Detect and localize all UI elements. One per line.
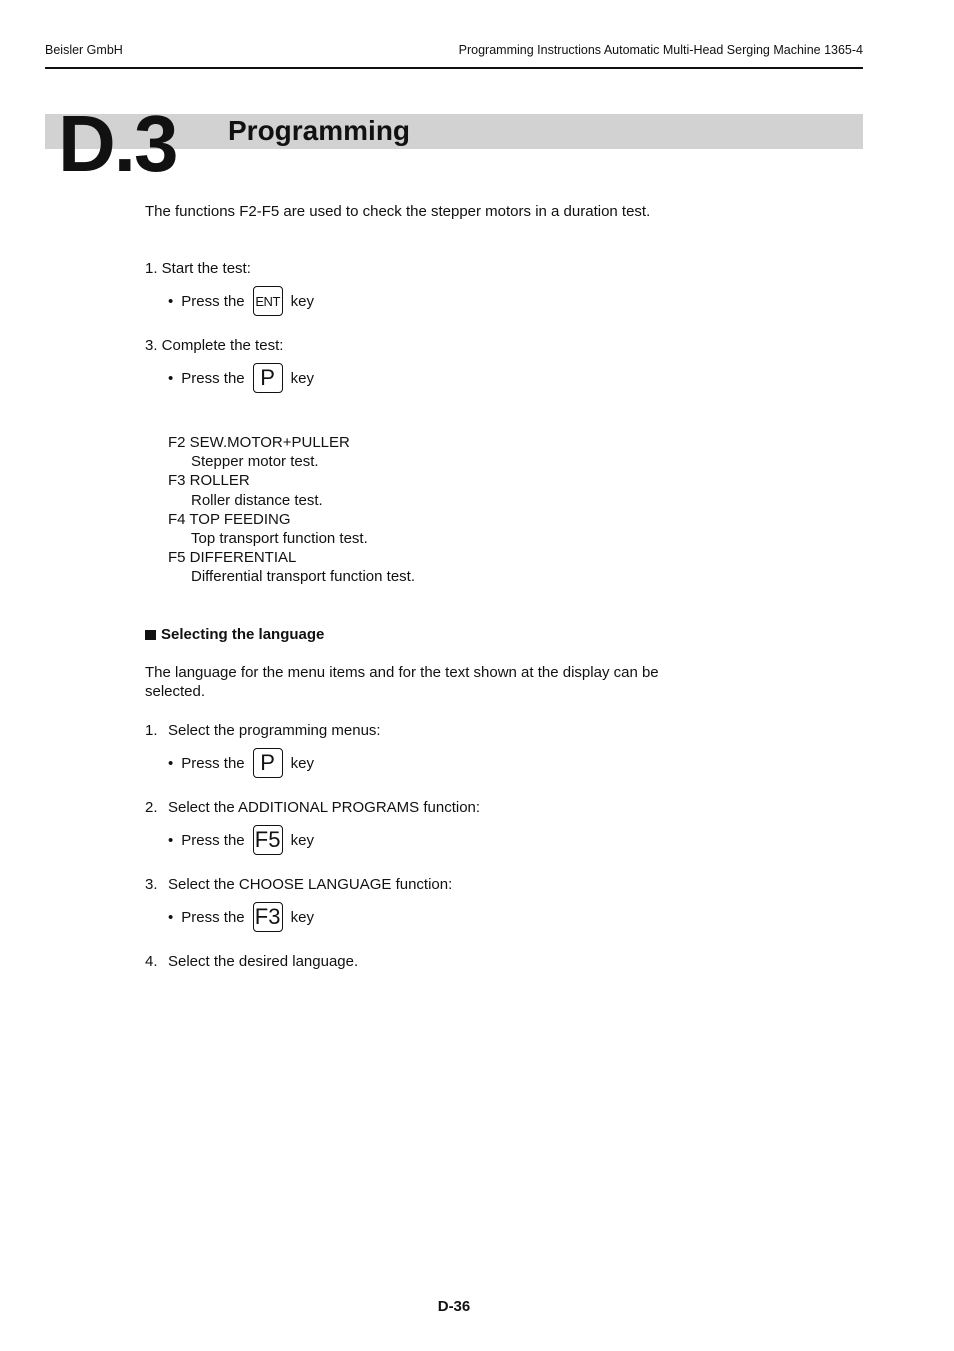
bullet-icon: • xyxy=(168,831,174,849)
function-desc: Stepper motor test. xyxy=(191,453,319,471)
f3-key-icon: F3 xyxy=(253,902,283,932)
step-number: 1. xyxy=(145,722,158,739)
key-text: key xyxy=(290,292,314,310)
ent-key-icon: ENT xyxy=(253,286,283,316)
step-text: Select the desired language. xyxy=(168,953,359,970)
square-bullet-icon xyxy=(145,630,156,640)
language-step xyxy=(145,875,452,894)
press-text: Press the xyxy=(181,292,245,310)
language-step-instruction xyxy=(168,746,314,780)
function-desc: Differential transport function test. xyxy=(191,568,416,586)
page-number: D-36 xyxy=(437,1298,471,1315)
header-company: Beisler GmbH xyxy=(45,43,123,57)
language-step xyxy=(145,952,358,971)
press-text: Press the xyxy=(181,831,245,849)
step-text: Select the programming menus: xyxy=(168,722,381,739)
bullet-icon: • xyxy=(168,754,174,772)
p-key-icon: P xyxy=(253,748,283,778)
f5-key-icon: F5 xyxy=(253,825,283,855)
test-step-start-label: 1. Start the test: xyxy=(145,260,251,277)
function-name: F3 ROLLER xyxy=(168,472,250,490)
language-step-instruction xyxy=(168,823,314,857)
function-desc: Roller distance test. xyxy=(191,491,323,509)
function-name: F5 DIFFERENTIAL xyxy=(168,549,297,567)
function-name: F2 SEW.MOTOR+PULLER xyxy=(168,434,350,451)
step-number: 3. xyxy=(145,876,158,893)
chapter-number: D.3 xyxy=(58,99,177,188)
test-step-complete-instruction xyxy=(168,361,314,395)
bullet-icon: • xyxy=(168,908,174,926)
test-step-complete-label: 3. Complete the test: xyxy=(145,337,284,354)
section-heading-text: Selecting the language xyxy=(161,626,325,643)
language-step xyxy=(145,721,381,740)
section-heading xyxy=(145,626,324,643)
header-rule xyxy=(45,67,863,69)
key-text: key xyxy=(290,369,314,387)
step-text: Select the CHOOSE LANGUAGE function: xyxy=(168,876,453,893)
language-step-instruction xyxy=(168,900,314,934)
step-text: Select the ADDITIONAL PROGRAMS function: xyxy=(168,799,481,816)
function-name: F4 TOP FEEDING xyxy=(168,510,291,528)
step-number: 4. xyxy=(145,953,158,970)
language-step xyxy=(145,798,480,817)
intro-paragraph: The functions F2-F5 are used to check the stepper motors in a duration test. xyxy=(145,203,651,220)
press-text: Press the xyxy=(181,908,245,926)
language-intro: The language for the menu items and for the text shown at the display can be selected. xyxy=(145,664,659,700)
bullet-icon: • xyxy=(168,292,174,310)
function-desc: Top transport function test. xyxy=(191,529,368,547)
p-key-icon: P xyxy=(253,363,283,393)
test-step-start-instruction xyxy=(168,284,314,318)
chapter-title: Programming xyxy=(228,115,411,146)
step-number: 2. xyxy=(145,799,158,816)
key-text: key xyxy=(290,754,314,772)
header-doc-title: Programming Instructions Automatic Multi-Head Serging Machine 1365-4 xyxy=(458,43,863,57)
press-text: Press the xyxy=(181,369,245,387)
press-text: Press the xyxy=(181,754,245,772)
function-list xyxy=(168,433,415,587)
key-text: key xyxy=(290,831,314,849)
bullet-icon: • xyxy=(168,369,174,387)
key-text: key xyxy=(290,908,314,926)
